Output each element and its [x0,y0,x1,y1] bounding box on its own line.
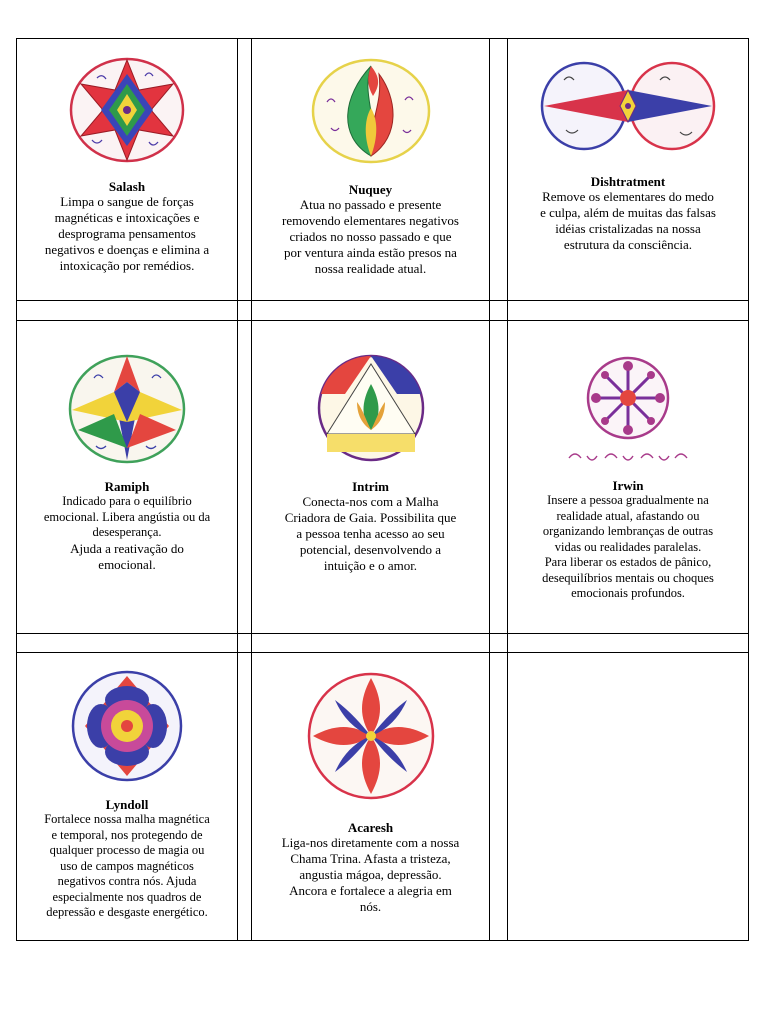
intrim-symbol-icon [315,354,427,462]
card-title: Nuquey [348,182,393,197]
irwin-symbol-icon [563,354,693,470]
card-title: Lyndoll [105,797,149,812]
card-acaresh [252,654,489,915]
card-title: Irwin [612,478,644,493]
card-description: Limpa o sangue de forças magnéticas e intoxicações e desprograma pensamentos negativos e doenças e elimina a intoxicação por remédios. [44,194,210,273]
card-title: Salash [108,179,146,194]
card-description: Liga-nos diretamente com a nossa Chama Trina. Afasta a tristeza, angustia mágoa, depressão. Ancora e fortalece a alegria em nós. [281,835,460,914]
card-title: Acaresh [347,820,394,835]
dishtratment-symbol-icon [540,60,716,152]
card-title: Intrim [352,479,389,494]
card-description: Indicado para o equilíbrio emocional. Libera angústia ou da desesperança. [43,494,211,539]
lyndoll-symbol-icon [69,670,185,782]
card-description-extra: Ajuda a reativação do emocional. [70,540,184,572]
card-description: Fortalece nossa malha magnética e temporal, nos protegendo de qualquer processo de magia ou uso de campos magnéticos negativos contra nós. Ajuda especialmente nos quadros de depressão e desgaste energético. [44,812,210,919]
card-dishtratment [508,40,748,253]
card-salash [17,40,237,274]
card-description: Conecta-nos com a Malha Criadora de Gaia. Possibilita que a pessoa tenha acesso ao seu potencial, desenvolvendo a intuição e o amor. [284,494,457,573]
card-lyndoll [17,654,237,921]
card-title: Ramiph [104,479,150,494]
ramiph-symbol-icon [66,352,188,466]
salash-symbol-icon [67,54,187,166]
card-intrim [252,322,489,574]
card-ramiph [17,322,237,573]
card-description: Insere a pessoa gradualmente na realidade atual, afastando ou organizando lembranças de outras vidas ou realidades paralelas. Para liberar os estados de pânico, desequilíbrios mentais ou choques emocionais profundos. [542,493,714,600]
card-nuquey [252,40,489,277]
nuquey-symbol-icon [309,56,433,166]
card-description: Remove os elementares do medo e culpa, além de muitas das falsas idéias cristalizadas na nossa estrutura da consciência. [540,189,716,252]
acaresh-symbol-icon [305,672,437,800]
card-title: Dishtratment [590,174,666,189]
card-irwin [508,322,748,602]
card-description: Atua no passado e presente removendo elementares negativos criados no nosso passado e que por ventura ainda estão presos na nossa realidade atual. [282,197,459,276]
